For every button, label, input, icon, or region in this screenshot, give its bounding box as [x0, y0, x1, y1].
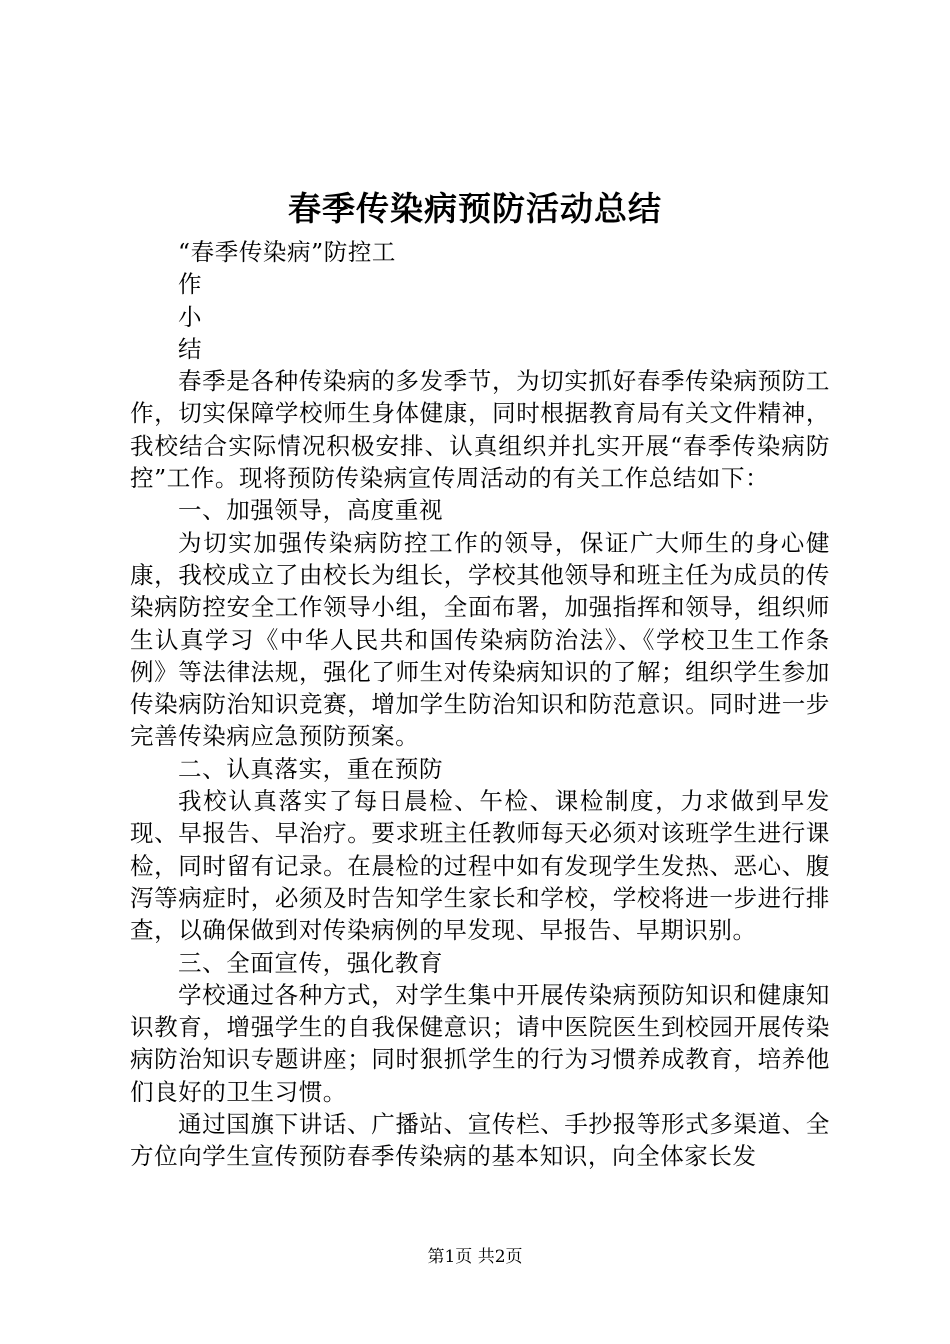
document-body [130, 236, 830, 1173]
section-paragraph: 我校认真落实了每日晨检、午检、课检制度，力求做到早发现、早报告、早治疗。要求班主任教师每天必须对该班学生进行课检，同时留有记录。在晨检的过程中如有发现学生发热、恶心、腹泻等病症时，必须及时告知学生家长和学校，学校将进一步进行排查，以确保做到对传染病例的早发现、早报告、早期识别。 [130, 787, 830, 945]
section-paragraph: 为切实加强传染病防控工作的领导，保证广大师生的身心健康，我校成立了由校长为组长，学校其他领导和班主任为成员的传染病防控安全工作领导小组，全面布署，加强指挥和领导，组织师生认真学习《中华人民共和国传染病防治法》、《学校卫生工作条例》等法律法规，强化了师生对传染病知识的了解；组织学生参加传染病防治知识竞赛，增加学生防治知识和防范意识。同时进一步完善传染病应急预防预案。 [130, 528, 830, 751]
subtitle-line: 作 [178, 270, 203, 299]
document-title: 春季传染病预防活动总结 [288, 189, 662, 228]
final-paragraph: 通过国旗下讲话、广播站、宣传栏、手抄报等形式多渠道、全方位向学生宣传预防春季传染病的基本知识，向全体家长发 [130, 1110, 830, 1171]
section-paragraph: 学校通过各种方式，对学生集中开展传染病预防知识和健康知识教育，增强学生的自我保健意识；请中医院医生到校园开展传染病防治知识专题讲座；同时狠抓学生的行为习惯养成教育，培养他们良好的卫生习惯。 [130, 980, 830, 1106]
page-footer: 第1页 共2页 [427, 1247, 523, 1267]
section-heading: 二、认真落实，重在预防 [178, 754, 444, 783]
subtitle-line: 结 [178, 334, 203, 363]
section-heading: 一、加强领导，高度重视 [178, 496, 444, 525]
intro-paragraph: 春季是各种传染病的多发季节，为切实抓好春季传染病预防工作，切实保障学校师生身体健康，同时根据教育局有关文件精神，我校结合实际情况积极安排、认真组织并扎实开展“春季传染病防控”工作。现将预防传染病宣传周活动的有关工作总结如下： [130, 367, 830, 493]
subtitle-line: 小 [178, 302, 203, 331]
subtitle-line: “春季传染病”防控工 [178, 238, 397, 266]
section-heading: 三、全面宣传，强化教育 [178, 948, 444, 977]
